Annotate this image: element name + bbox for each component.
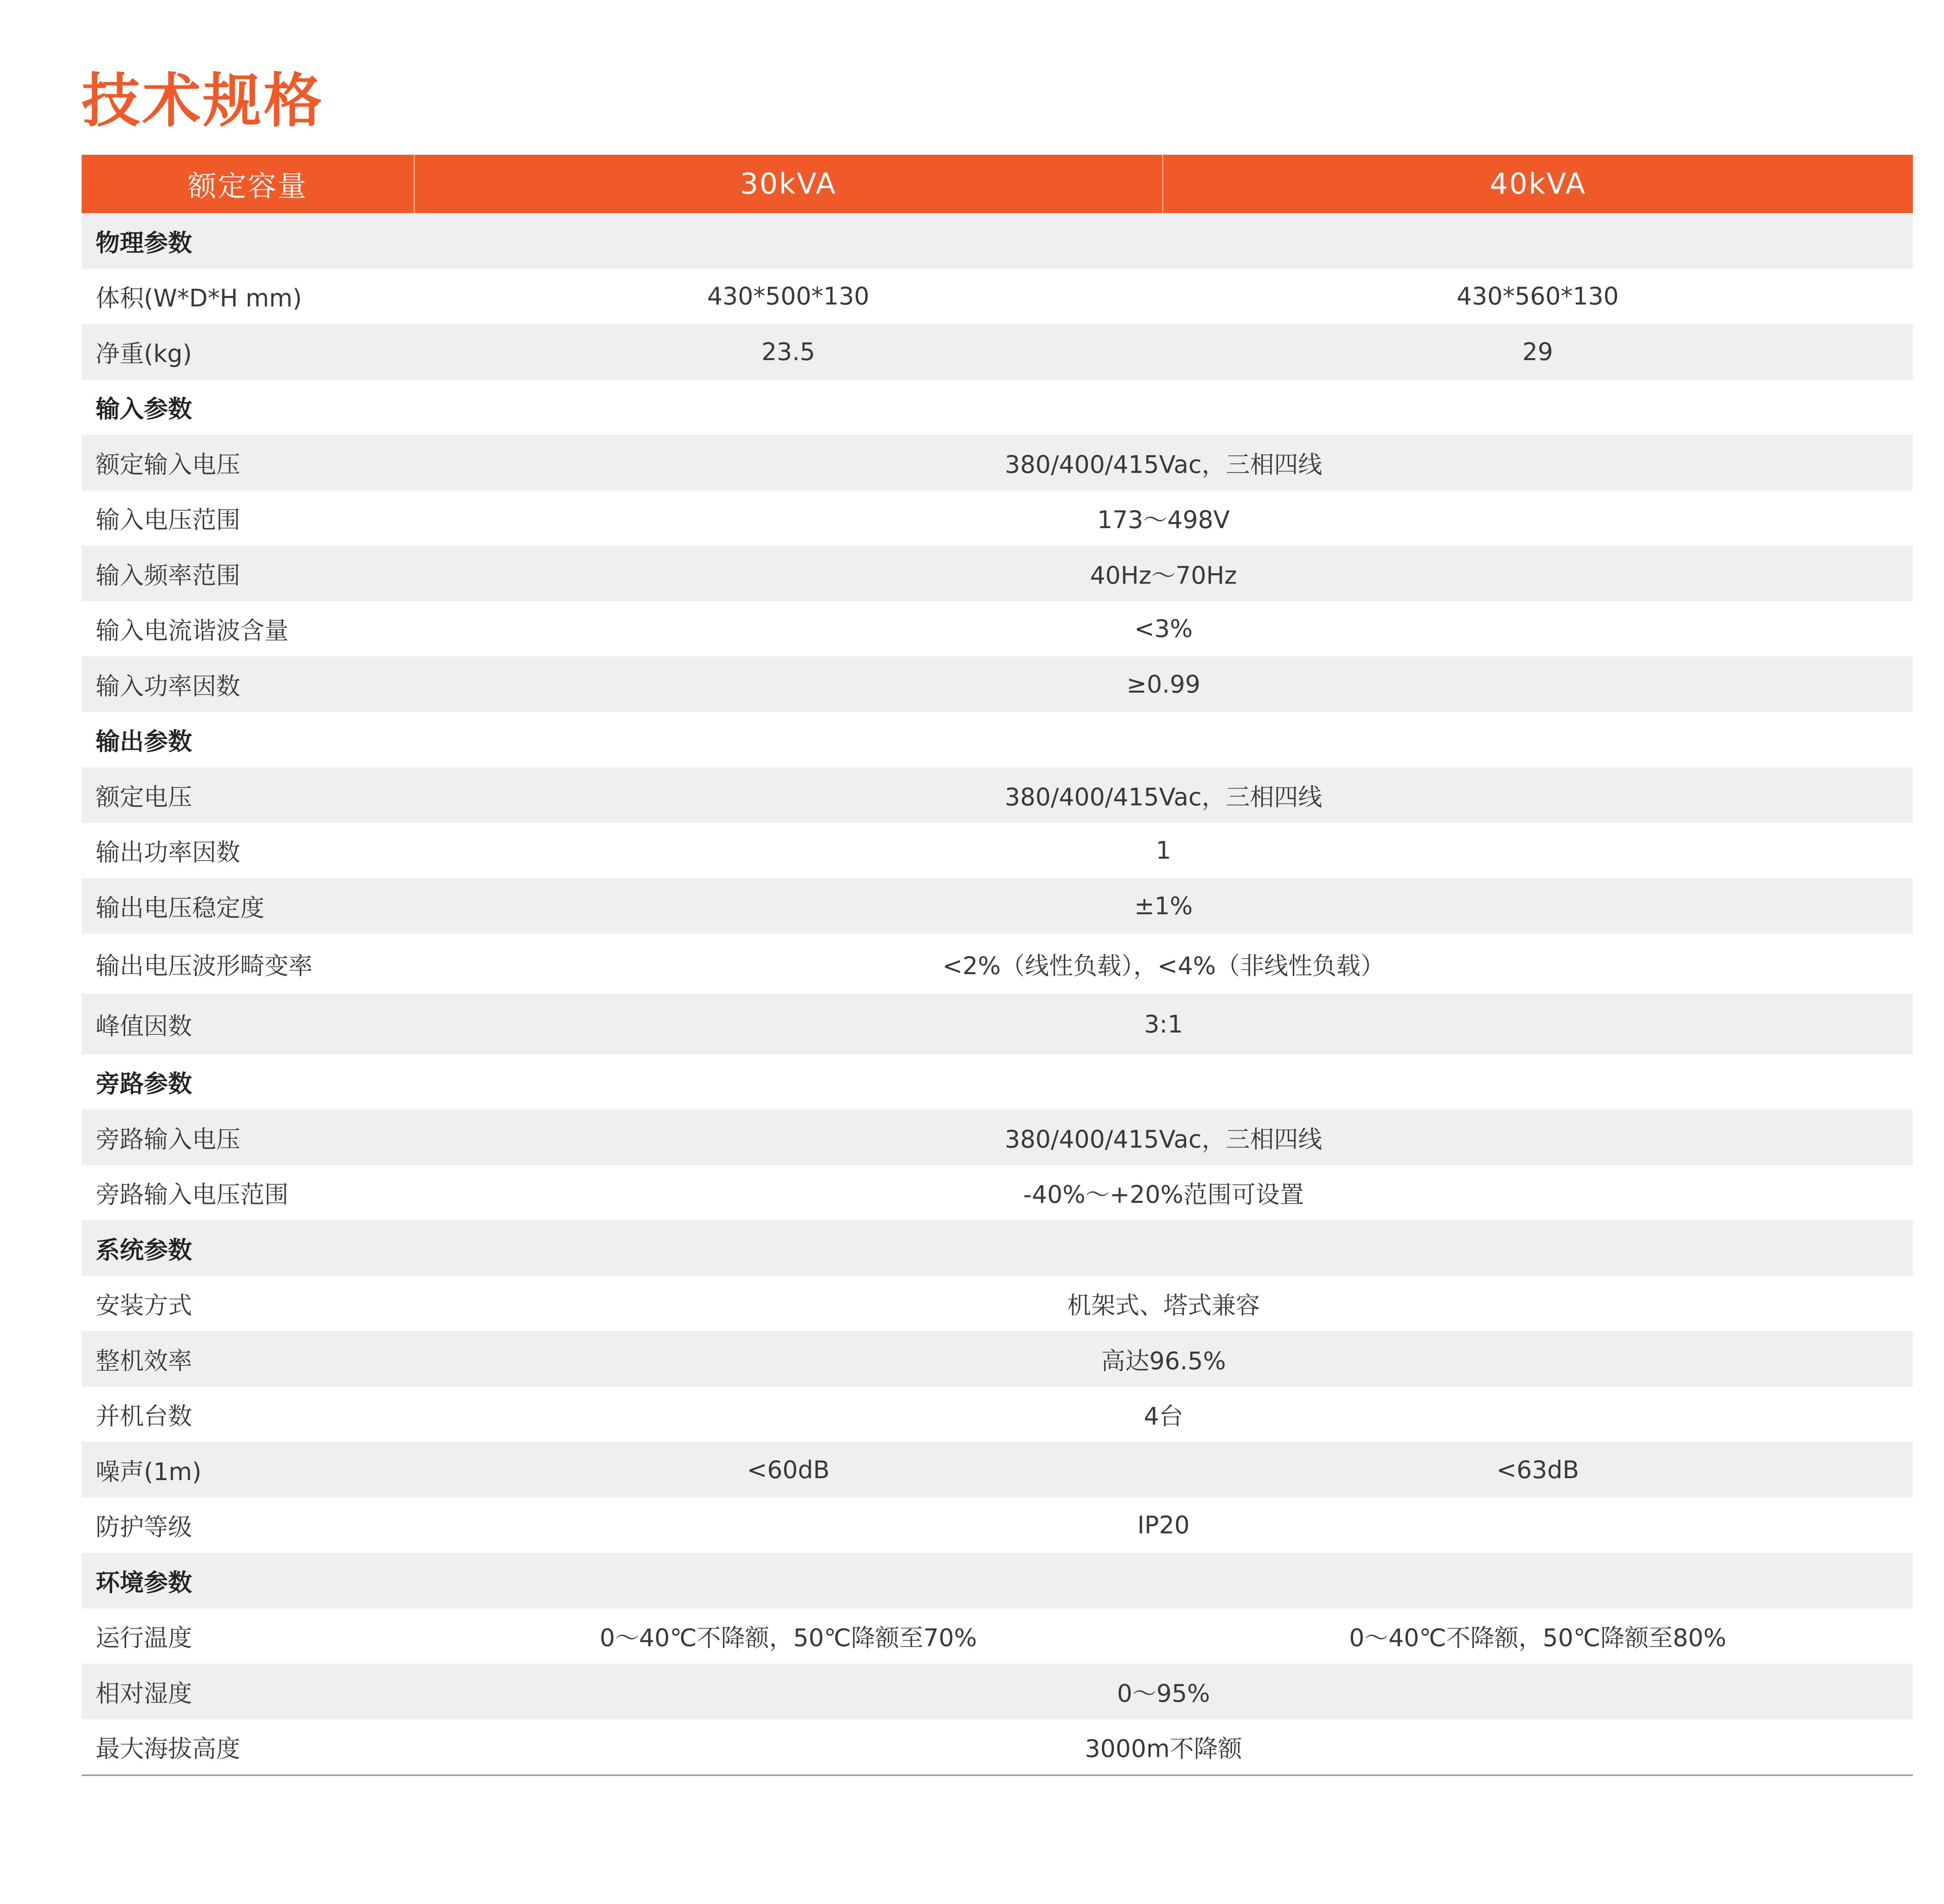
section-row <box>82 1220 1913 1276</box>
param-value: 173～498V <box>1097 506 1230 534</box>
page-title: 技术规格 <box>82 67 325 135</box>
param-value-30kva: 0～40℃不降额，50℃降额至70% <box>600 1624 977 1652</box>
param-value: ±1% <box>414 878 1913 934</box>
param-label: 整机效率 <box>82 1331 414 1387</box>
table-row <box>82 1165 1913 1221</box>
table-row <box>82 656 1913 712</box>
table-row <box>82 767 1913 823</box>
param-value-30kva: 23.5 <box>414 324 1163 380</box>
param-value: 4台 <box>1143 1402 1184 1431</box>
header-rated-capacity: 额定容量 <box>82 155 414 213</box>
param-value: 40Hz～70Hz <box>414 546 1913 601</box>
param-value-30kva: <60dB <box>414 1442 1163 1498</box>
table-row <box>82 1331 1913 1387</box>
param-value-30kva: 430*500*130 <box>707 282 870 311</box>
param-value: -40%～+20%范围可设置 <box>1023 1180 1304 1209</box>
table-row <box>82 601 1913 657</box>
table-row <box>82 546 1913 601</box>
param-value: 3:1 <box>414 994 1913 1054</box>
section-row <box>82 1553 1913 1608</box>
param-value: 1 <box>1156 836 1171 865</box>
param-value-40kva: 29 <box>1163 324 1913 380</box>
param-label: 输入电流谐波含量 <box>96 616 289 645</box>
section-title: 旁路参数 <box>96 1069 192 1098</box>
param-value: ≥0.99 <box>414 656 1913 712</box>
table-row <box>82 1276 1913 1332</box>
table-row <box>82 1498 1913 1553</box>
param-value: <3% <box>1134 614 1193 643</box>
param-label: 输入功率因数 <box>82 656 414 712</box>
table-row <box>82 823 1913 878</box>
param-label: 相对湿度 <box>82 1664 414 1719</box>
table-row <box>82 1387 1913 1442</box>
param-label: 并机台数 <box>96 1402 192 1431</box>
param-value: 高达96.5% <box>414 1331 1913 1387</box>
param-label: 额定输入电压 <box>82 435 414 490</box>
param-value: <2%（线性负载），<4%（非线性负载） <box>942 951 1385 980</box>
table-row <box>82 490 1913 546</box>
header-model-30kva: 30kVA <box>414 155 1163 213</box>
table-header <box>82 155 1913 213</box>
table-row <box>82 1442 1913 1498</box>
param-label: 体积(W*D*H mm) <box>96 284 302 313</box>
param-value: 0～95% <box>414 1664 1913 1719</box>
param-value-40kva: 0～40℃不降额，50℃降额至80% <box>1349 1624 1727 1652</box>
param-value: 380/400/415Vac，三相四线 <box>414 435 1913 490</box>
param-label: 峰值因数 <box>82 994 414 1054</box>
param-value: 3000m不降额 <box>414 1719 1913 1776</box>
param-value: 380/400/415Vac，三相四线 <box>414 1110 1913 1165</box>
section-row <box>82 213 1913 269</box>
param-label: 输出功率因数 <box>96 838 241 867</box>
header-model-40kva: 40kVA <box>1163 155 1913 213</box>
param-label: 额定电压 <box>82 767 414 823</box>
spec-body <box>82 213 1913 1775</box>
table-row <box>82 994 1913 1054</box>
param-value-40kva: 430*560*130 <box>1456 282 1619 311</box>
spec-table <box>82 155 1913 1776</box>
section-title: 物理参数 <box>82 213 1913 269</box>
table-row <box>82 1664 1913 1719</box>
param-label: 输出电压稳定度 <box>82 878 414 934</box>
param-label: 最大海拔高度 <box>82 1719 414 1776</box>
table-row <box>82 878 1913 934</box>
param-label: 安装方式 <box>96 1291 192 1320</box>
section-row <box>82 1054 1913 1110</box>
table-row <box>82 1719 1913 1776</box>
param-label: 输入电压范围 <box>96 506 241 534</box>
table-row <box>82 324 1913 380</box>
param-value: 380/400/415Vac，三相四线 <box>414 767 1913 823</box>
param-label: 输出电压波形畸变率 <box>96 951 313 980</box>
param-value: 机架式、塔式兼容 <box>1067 1291 1260 1320</box>
table-row <box>82 1110 1913 1165</box>
section-row <box>82 380 1913 435</box>
param-label: 旁路输入电压范围 <box>96 1180 289 1209</box>
section-title: 系统参数 <box>82 1220 1913 1276</box>
section-title: 输出参数 <box>96 727 192 756</box>
param-label: 旁路输入电压 <box>82 1110 414 1165</box>
table-row <box>82 269 1913 324</box>
param-label: 净重(kg) <box>82 324 414 380</box>
param-value-40kva: <63dB <box>1163 1442 1913 1498</box>
table-row <box>82 934 1913 994</box>
param-label: 输入频率范围 <box>82 546 414 601</box>
section-row <box>82 712 1913 768</box>
section-title: 输入参数 <box>96 395 192 424</box>
table-row <box>82 435 1913 490</box>
section-title: 环境参数 <box>82 1553 1913 1608</box>
param-value: IP20 <box>1137 1511 1190 1540</box>
param-label: 噪声(1m) <box>82 1442 414 1498</box>
param-label: 运行温度 <box>96 1624 192 1652</box>
param-label: 防护等级 <box>96 1513 192 1542</box>
table-row <box>82 1608 1913 1664</box>
